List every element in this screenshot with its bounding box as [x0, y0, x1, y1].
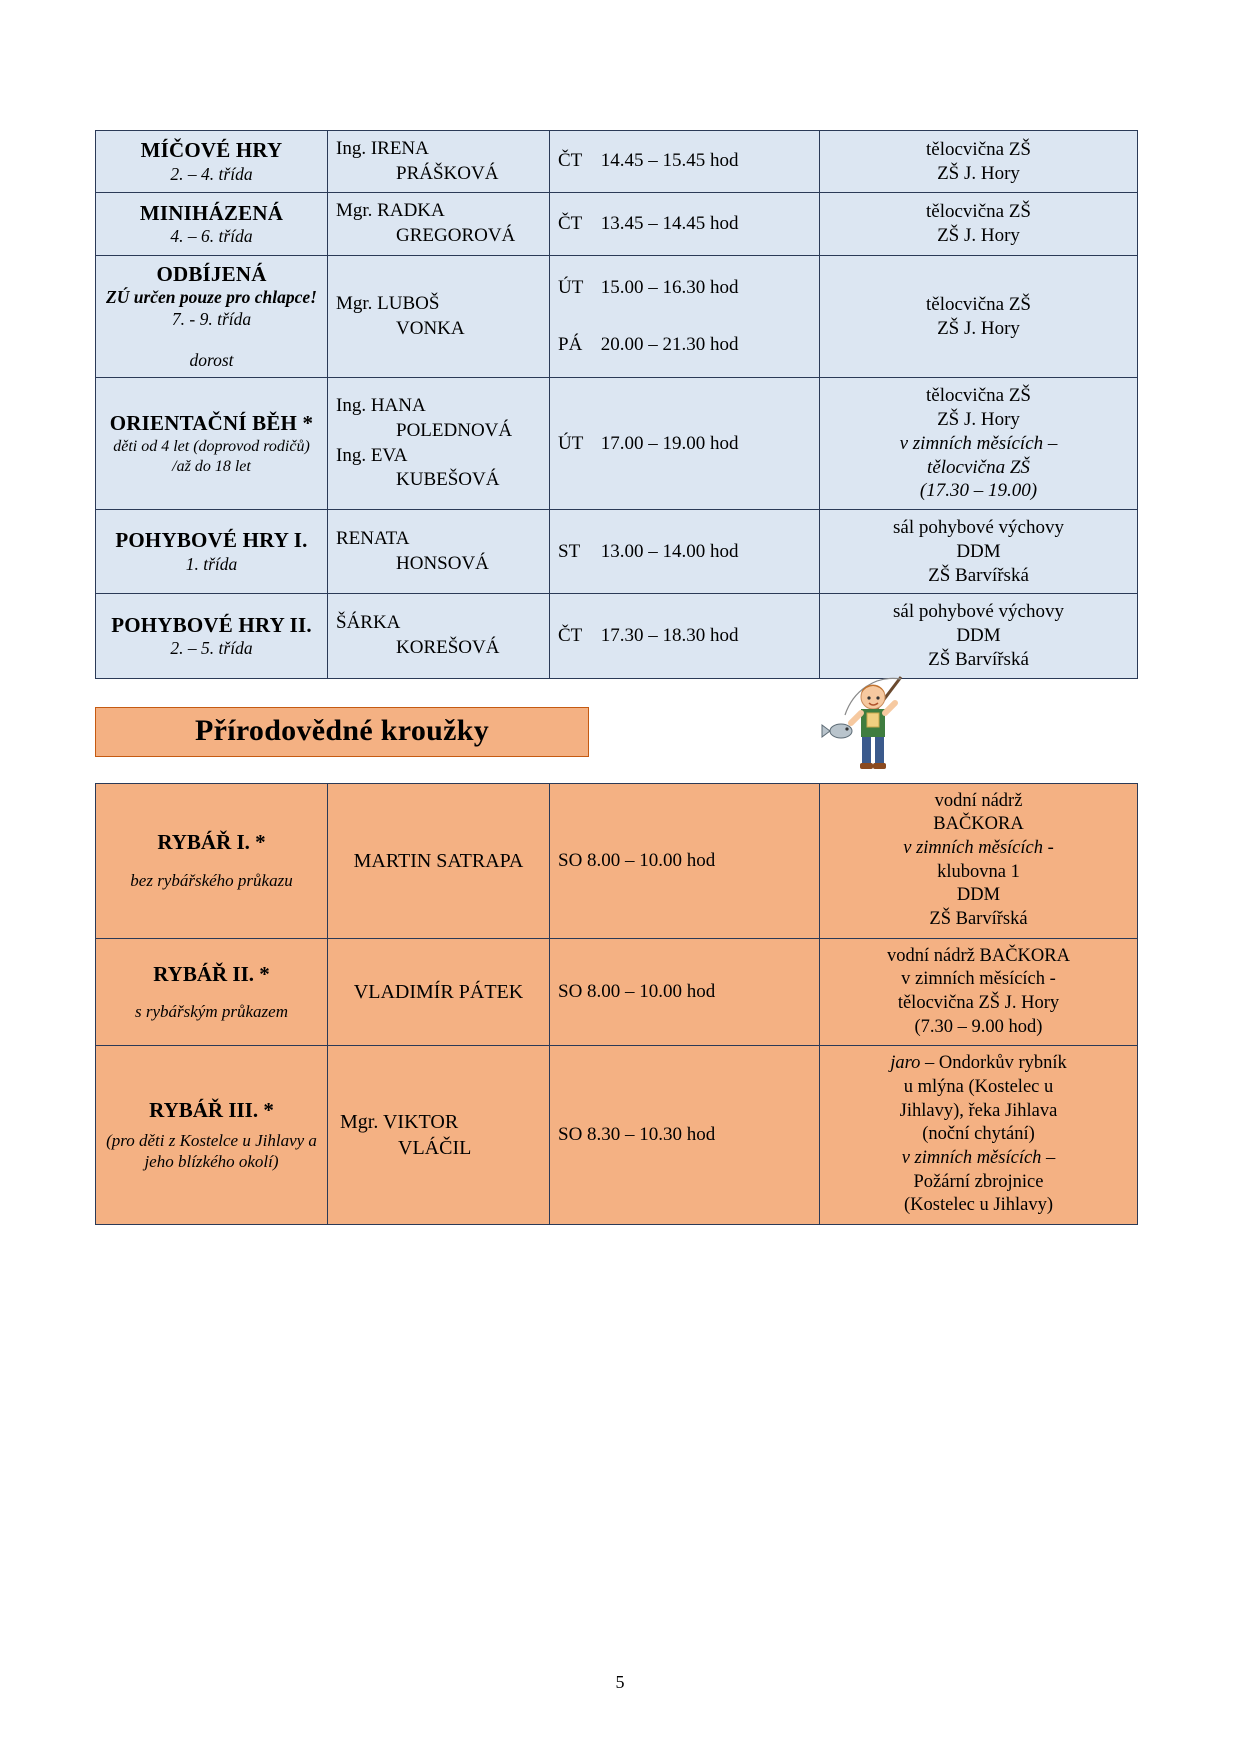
- place-line: Ondorkův rybník: [938, 1053, 1067, 1074]
- section-heading-wrap: [95, 707, 1145, 767]
- place-note: v zimních měsících –: [899, 432, 1058, 454]
- place-line: ZŠ J. Hory: [937, 225, 1020, 247]
- activity-subtitle: 2. – 4. třída: [170, 163, 253, 184]
- activity-title: MINIHÁZENÁ: [139, 200, 284, 225]
- leader-line-2: GREGOROVÁ: [396, 225, 516, 247]
- table-row: [96, 131, 1138, 193]
- time-day: SO: [558, 849, 583, 871]
- activity-time-cell: [550, 594, 820, 678]
- activity-time-cell: [550, 510, 820, 594]
- time-range: 8.30 – 10.30 hod: [587, 1124, 716, 1146]
- time-row: [558, 210, 811, 239]
- time-range: 15.00 – 16.30 hod: [600, 277, 739, 299]
- leader-line-2: VONKA: [396, 317, 465, 339]
- place-line: Jihlavy), řeka Jihlava: [899, 1100, 1058, 1121]
- place-note: (17.30 – 19.00): [919, 480, 1038, 502]
- time-day: ÚT: [558, 277, 584, 299]
- table-row: [96, 193, 1138, 255]
- place-line: Požární zbrojnice: [913, 1171, 1044, 1192]
- time-day: ST: [558, 540, 581, 562]
- table-row: [96, 378, 1138, 510]
- page-number: 5: [615, 1672, 625, 1692]
- activity-note: ZÚ určen pouze pro chlapce!: [106, 287, 317, 308]
- table-row: [96, 938, 1138, 1046]
- place-note: v zimních měsících -: [903, 837, 1054, 858]
- section-title: Přírodovědné kroužky: [95, 707, 589, 757]
- place-line: ZŠ J. Hory: [937, 409, 1020, 431]
- activity-time-cell: [550, 131, 820, 193]
- time-day: PÁ: [558, 333, 583, 355]
- place-line: u mlýna (Kostelec u: [903, 1077, 1054, 1098]
- place-line: ZŠ Barvířská: [928, 564, 1029, 586]
- activity-name-cell: [96, 255, 328, 378]
- activity-subtitle: (pro děti z Kostelce u Jihlavy a jeho blízkého okolí): [106, 1130, 317, 1172]
- place-line: ZŠ Barvířská: [928, 648, 1029, 670]
- activity-name-cell: [96, 131, 328, 193]
- time-row: [558, 147, 811, 176]
- leader-line-1: ŠÁRKA: [336, 612, 401, 634]
- place-line: v zimních měsících -: [901, 969, 1056, 990]
- activity-time-cell: [550, 938, 820, 1046]
- activity-place-cell: [820, 1046, 1138, 1225]
- leader-line-1: Ing. IRENA: [336, 138, 429, 159]
- place-line: DDM: [956, 625, 1001, 647]
- time-range: 17.30 – 18.30 hod: [600, 624, 739, 646]
- activity-title: ORIENTAČNÍ BĚH *: [109, 411, 314, 436]
- time-day: ÚT: [558, 432, 584, 454]
- time-range: 13.45 – 14.45 hod: [600, 212, 739, 234]
- place-line: ZŠ J. Hory: [937, 317, 1020, 339]
- time-day: ČT: [558, 624, 583, 646]
- leader-line-1: RENATA: [336, 528, 410, 550]
- place-line: tělocvična ZŠ: [926, 385, 1031, 407]
- activity-subtitle-2: dorost: [189, 350, 234, 371]
- place-line: tělocvična ZŠ J. Hory: [897, 993, 1060, 1014]
- place-line: (Kostelec u Jihlavy): [904, 1195, 1053, 1216]
- activity-subtitle: 7. - 9. třída: [171, 308, 252, 329]
- place-line: tělocvična ZŠ: [926, 201, 1031, 223]
- leader-line-4: KUBEŠOVÁ: [396, 469, 500, 491]
- activity-place-cell: [820, 783, 1138, 938]
- activity-leader-cell: [328, 131, 550, 193]
- time-day: ČT: [558, 212, 583, 234]
- time-range: 17.00 – 19.00 hod: [600, 432, 739, 454]
- activity-name-cell: [96, 1046, 328, 1225]
- place-line: sál pohybové výchovy: [893, 601, 1064, 623]
- activity-name-cell: [96, 594, 328, 678]
- activity-name-cell: [96, 783, 328, 938]
- place-line: (noční chytání): [922, 1124, 1035, 1145]
- time-range: 14.45 – 15.45 hod: [600, 150, 739, 172]
- time-row: [558, 331, 811, 360]
- place-line: (7.30 – 9.00 hod): [914, 1016, 1043, 1037]
- activity-title: RYBÁŘ II. *: [153, 961, 270, 986]
- activity-name-cell: [96, 938, 328, 1046]
- place-line: klubovna 1: [937, 861, 1020, 882]
- time-day: SO: [558, 1124, 583, 1146]
- table-row: [96, 783, 1138, 938]
- activity-title: MÍČOVÉ HRY: [140, 138, 283, 163]
- leader-line-1: Mgr. RADKA: [336, 200, 445, 222]
- time-range: 13.00 – 14.00 hod: [600, 540, 739, 562]
- activity-place-cell: [820, 594, 1138, 678]
- activity-place-cell: [820, 193, 1138, 255]
- activity-place-cell: [820, 131, 1138, 193]
- time-day: SO: [558, 981, 583, 1003]
- place-line: DDM: [956, 540, 1001, 562]
- leader-line-2: VLÁČIL: [398, 1137, 472, 1160]
- leader-line-1: Mgr. VIKTOR: [340, 1111, 459, 1134]
- leader-line-2: HONSOVÁ: [396, 552, 489, 574]
- activity-subtitle: 4. – 6. třída: [170, 226, 253, 247]
- place-note: tělocvična ZŠ: [927, 456, 1030, 478]
- table-row: [96, 1046, 1138, 1225]
- table-row: [96, 594, 1138, 678]
- table-row: [96, 510, 1138, 594]
- activity-time-cell: [550, 378, 820, 510]
- activity-time-cell: [550, 255, 820, 378]
- place-line: ZŠ J. Hory: [937, 162, 1020, 184]
- activity-leader-cell: [328, 1046, 550, 1225]
- activity-leader-cell: [328, 255, 550, 378]
- activity-leader-cell: [328, 378, 550, 510]
- leader-line-3: Ing. EVA: [336, 444, 408, 466]
- time-range: 8.00 – 10.00 hod: [587, 981, 716, 1003]
- leader-line-2: POLEDNOVÁ: [396, 420, 513, 442]
- time-range: 20.00 – 21.30 hod: [600, 333, 739, 355]
- activity-place-cell: [820, 378, 1138, 510]
- fisherman-icon: [805, 669, 915, 779]
- activity-subtitle: 1. třída: [185, 553, 238, 574]
- activity-title: POHYBOVÉ HRY II.: [111, 612, 312, 637]
- activity-leader-cell: [328, 193, 550, 255]
- activity-title: POHYBOVÉ HRY I.: [115, 528, 308, 553]
- activity-title: ODBÍJENÁ: [156, 261, 267, 286]
- leader-line-2: PRÁŠKOVÁ: [396, 162, 499, 184]
- activity-leader-cell: VLADIMÍR PÁTEK: [328, 938, 550, 1046]
- activity-subtitle: děti od 4 let (doprovod rodičů) /až do 18 let: [113, 438, 310, 475]
- place-line-first: [828, 1052, 1129, 1076]
- table-row: [96, 255, 1138, 378]
- activity-time-cell: [550, 193, 820, 255]
- place-note: v zimních měsících –: [901, 1148, 1056, 1169]
- time-row: [558, 274, 811, 303]
- place-line: vodní nádrž: [934, 790, 1023, 811]
- activity-title: RYBÁŘ I. *: [157, 830, 266, 855]
- place-line: vodní nádrž BAČKORA: [887, 945, 1070, 966]
- activity-name-cell: [96, 510, 328, 594]
- activity-place-cell: [820, 938, 1138, 1046]
- nature-activities-table: [95, 783, 1138, 1225]
- activity-leader-cell: MARTIN SATRAPA: [328, 783, 550, 938]
- activity-leader-cell: [328, 594, 550, 678]
- place-line: tělocvična ZŠ: [926, 293, 1031, 315]
- leader-line-2: KOREŠOVÁ: [396, 637, 500, 659]
- time-row: [558, 622, 811, 651]
- place-season: jaro –: [890, 1053, 939, 1074]
- time-range: 8.00 – 10.00 hod: [587, 849, 716, 871]
- place-line: sál pohybové výchovy: [893, 517, 1064, 539]
- activity-name-cell: [96, 193, 328, 255]
- activity-subtitle: bez rybářského průkazu: [130, 870, 293, 890]
- time-day: ČT: [558, 150, 583, 172]
- activity-subtitle: 2. – 5. třída: [170, 638, 253, 659]
- activity-name-cell: [96, 378, 328, 510]
- place-line: tělocvična ZŠ: [926, 138, 1031, 160]
- activity-place-cell: [820, 510, 1138, 594]
- activity-title: RYBÁŘ III. *: [149, 1098, 274, 1123]
- activity-subtitle: s rybářským průkazem: [135, 1002, 288, 1022]
- place-line: ZŠ Barvířská: [929, 909, 1028, 929]
- leader-line-1: Mgr. LUBOŠ: [336, 292, 440, 314]
- activity-time-cell: [550, 1046, 820, 1225]
- leader-line-1: Ing. HANA: [336, 395, 426, 417]
- sports-activities-table: [95, 130, 1138, 679]
- place-line: BAČKORA: [933, 814, 1024, 835]
- place-line: DDM: [956, 885, 1001, 906]
- time-row: [558, 538, 811, 567]
- activity-place-cell: [820, 255, 1138, 378]
- time-row: [558, 430, 811, 459]
- activity-time-cell: [550, 783, 820, 938]
- activity-leader-cell: [328, 510, 550, 594]
